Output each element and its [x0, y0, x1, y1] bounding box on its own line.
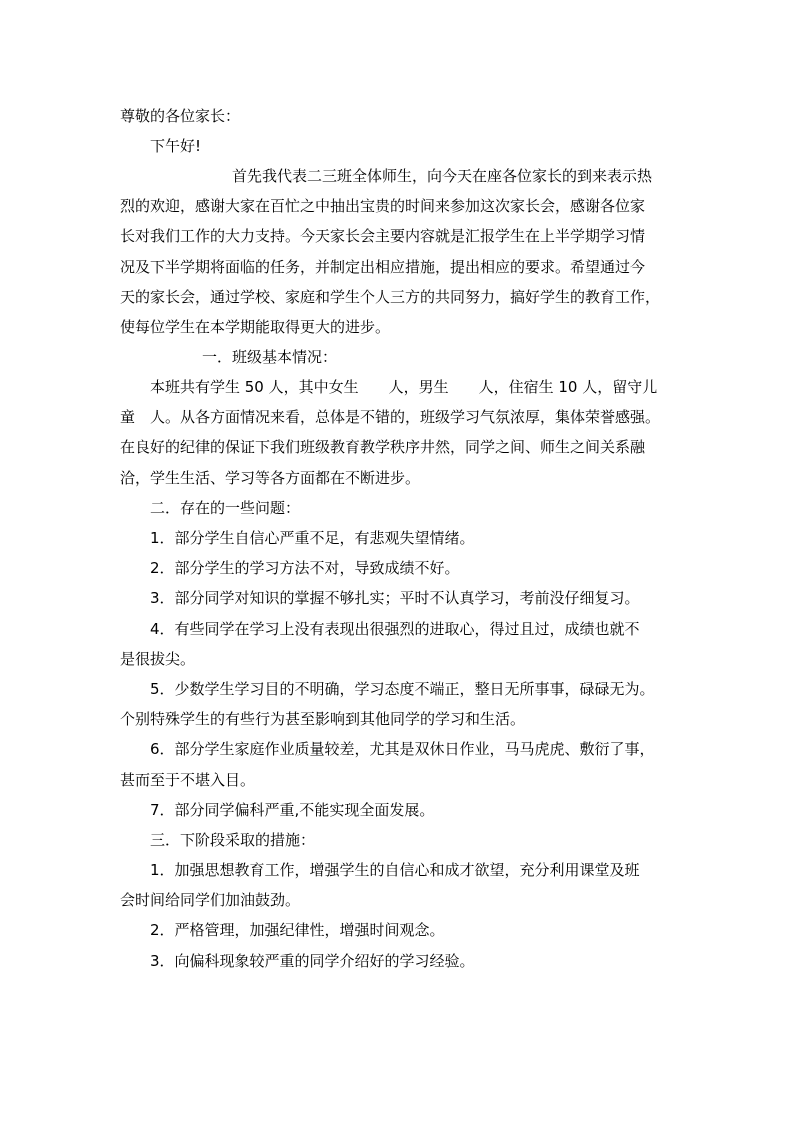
- problem-item-cont: 个别特殊学生的有些行为甚至影响到其他同学的学习和生活。: [120, 710, 526, 729]
- measure-item: 2．严格管理，加强纪律性，增强时间观念。: [150, 921, 445, 940]
- problem-item: 7．部分同学偏科严重,不能实现全面发展。: [150, 800, 435, 819]
- problem-item: 3．部分同学对知识的掌握不够扎实；平时不认真学习，考前没仔细复习。: [150, 589, 640, 608]
- measures-list: [120, 855, 680, 976]
- problem-item: 1．部分学生自信心严重不足，有悲观失望情绪。: [150, 529, 475, 547]
- problem-item: 2．部分学生的学习方法不对，导致成绩不好。: [150, 559, 460, 578]
- section-1-body: 本班共有学生 50 人，其中女生 人，男生 人，住宿生 10 人，留守儿 童 人。从各方面情况来看，总体是不错的，班级学习气氛浓厚，集体荣誉感强。 在良好的纪律的保证下我们班级教育教学秩序井然，同学之间、师生之间关系融 洽，学生生活、学习等各方面都在不断进步。: [120, 378, 661, 487]
- problems-list: [120, 523, 680, 825]
- problem-item: 6．部分学生家庭作业质量较差，尤其是双休日作业，马马虎虎、敷衍了事，: [150, 740, 655, 759]
- measure-item-cont: 会时间给同学们加油鼓劲。: [120, 891, 301, 910]
- salutation: 尊敬的各位家长：: [120, 107, 241, 125]
- problem-item-cont: 甚而至于不堪入目。: [120, 770, 256, 789]
- problem-item-cont: 是很拔尖。: [120, 649, 196, 668]
- problem-item: 4．有些同学在学习上没有表现出很强烈的进取心，得过且过，成绩也就不: [150, 619, 640, 638]
- measure-item: 1．加强思想教育工作，增强学生的自信心和成才欲望，充分利用课堂及班: [150, 861, 640, 879]
- section-3-title: 三．下阶段采取的措施：: [150, 831, 316, 849]
- section-2-title: 二．存在的一些问题：: [150, 499, 301, 517]
- problem-item: 5．少数学生学习目的不明确，学习态度不端正，整日无所事事，碌碌无为。: [150, 679, 655, 698]
- intro-paragraph: 首先我代表二三班全体师生，向今天在座各位家长的到来表示热 烈的欢迎，感谢大家在百忙之中抽出宝贵的时间来参加这次家长会，感谢各位家 长对我们工作的大力支持。今天家长会主要内容就是汇报学生在上半学期学习情 况及下半学期将面临的任务，并制定出相应措施，提出相应的要求。希望通过今 天的家长会，通过学校、家庭和学生个人三方的共同努力，搞好学生的教育工作， 使每位学生在本学期能取得更大的进步。: [120, 167, 661, 336]
- greeting: 下午好!: [150, 137, 202, 155]
- section-1-title: 一．班级基本情况：: [202, 348, 338, 366]
- measure-item: 3．向偏科现象较严重的同学介绍好的学习经验。: [150, 951, 475, 970]
